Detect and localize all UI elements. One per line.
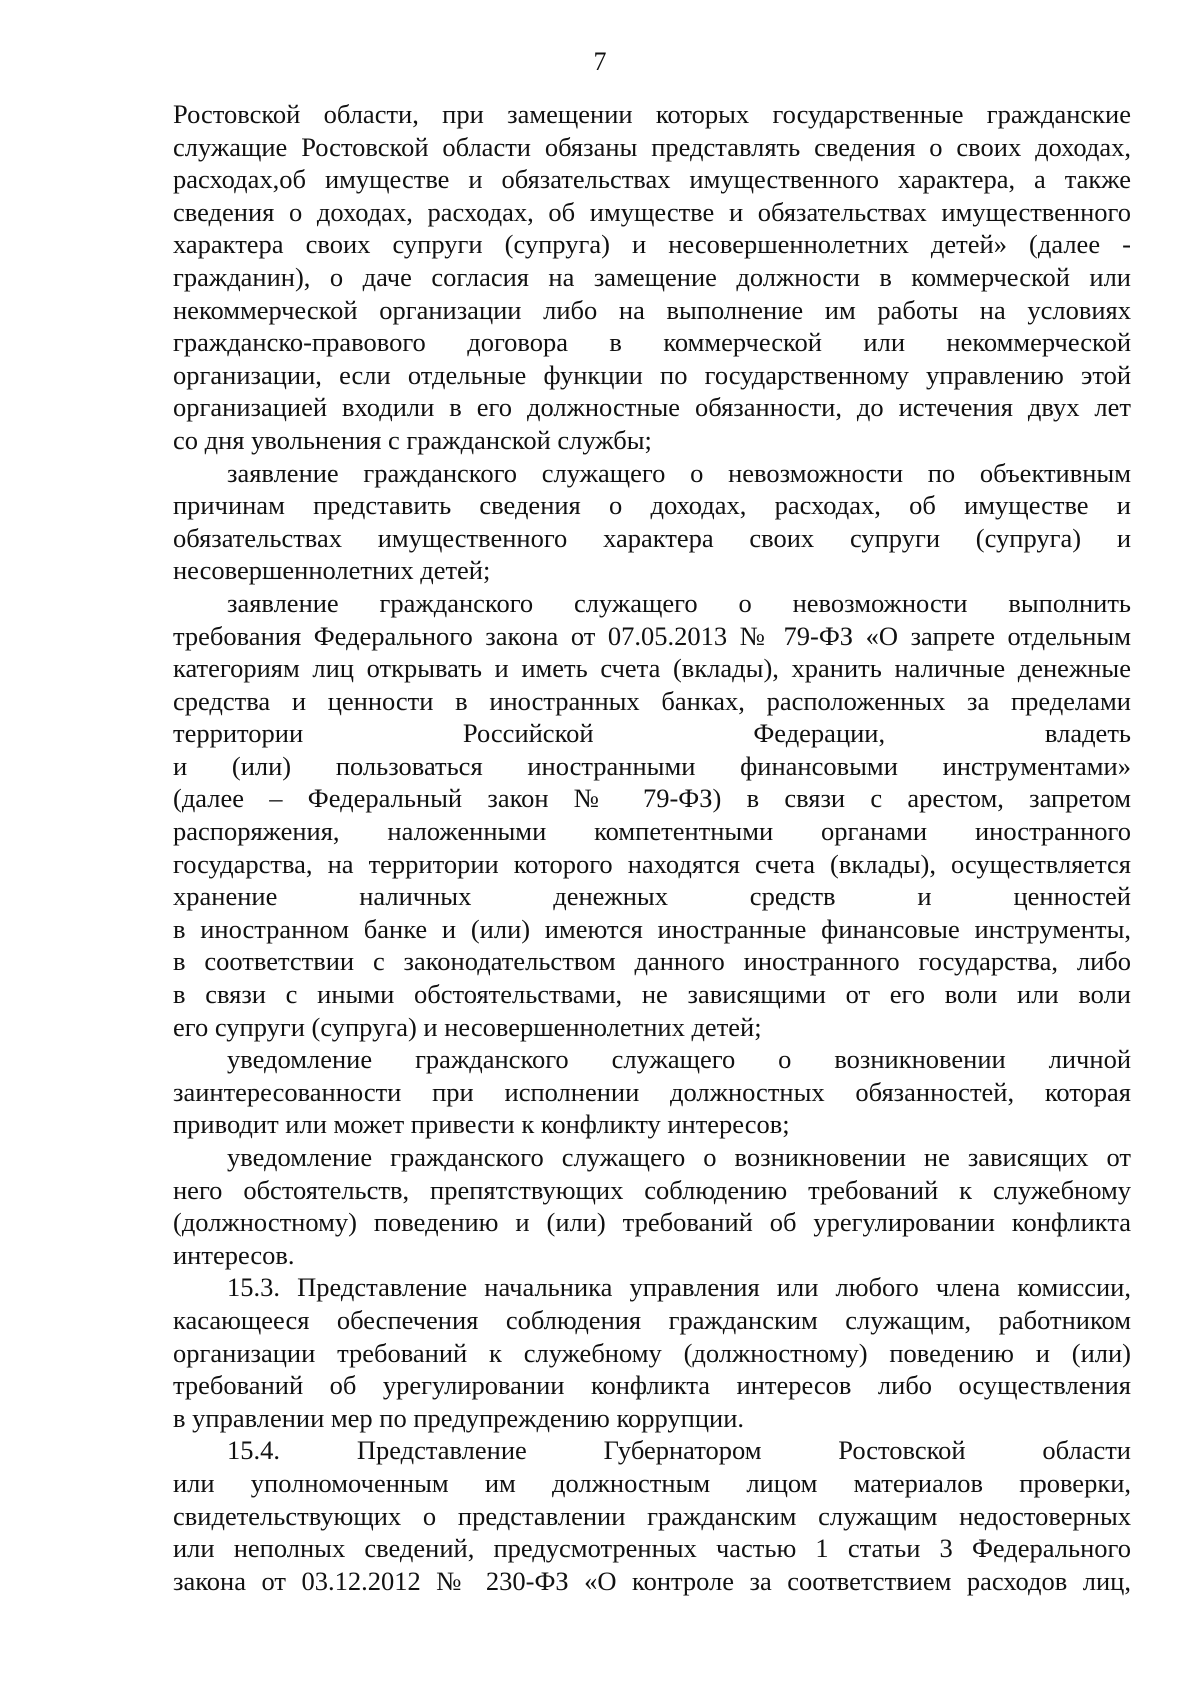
text-line: хранение наличных денежных средств и ценностей bbox=[173, 881, 1131, 912]
text-line: средства и ценности в иностранных банках, расположенных за пределами bbox=[173, 685, 1131, 716]
text-line: и (или) пользоваться иностранными финансовыми инструментами» bbox=[173, 750, 1131, 781]
text-line: причинам представить сведения о доходах, расходах, об имуществе и bbox=[173, 490, 1131, 521]
paragraph bbox=[173, 1141, 1131, 1271]
text-line: приводит или может привести к конфликту интересов; bbox=[173, 1109, 790, 1140]
text-line: заинтересованности при исполнении должностных обязанностей, которая bbox=[173, 1076, 1131, 1107]
paragraph bbox=[173, 587, 1131, 1043]
text-line: или неполных сведений, предусмотренных частью 1 статьи 3 Федерального bbox=[173, 1533, 1131, 1564]
text-line: со дня увольнения с гражданской службы; bbox=[173, 424, 652, 455]
document-body bbox=[173, 98, 1131, 1597]
text-line: в управлении мер по предупреждению коррупции. bbox=[173, 1402, 745, 1433]
text-line: закона от 03.12.2012 № 230-ФЗ «О контроле за соответствием расходов лиц, bbox=[173, 1565, 1131, 1596]
paragraph bbox=[173, 98, 1131, 457]
text-line: обязательствах имущественного характера своих супруги (супруга) и bbox=[173, 522, 1131, 553]
text-line: организацией входили в его должностные обязанности, до истечения двух лет bbox=[173, 392, 1131, 423]
paragraph bbox=[173, 1271, 1131, 1434]
text-line: Ростовской области, при замещении которых государственные гражданские bbox=[173, 99, 1131, 129]
paragraph bbox=[173, 457, 1131, 587]
text-line: характера своих супруги (супруга) и несовершеннолетних детей» (далее - bbox=[173, 229, 1131, 260]
text-line: требования Федерального закона от 07.05.2013 № 79-ФЗ «О запрете отдельным bbox=[173, 620, 1131, 651]
text-line: организации требований к служебному (должностному) поведению и (или) bbox=[173, 1337, 1131, 1368]
text-line: него обстоятельств, препятствующих соблюдению требований к служебному bbox=[173, 1174, 1131, 1205]
text-line: уведомление гражданского служащего о возникновении личной bbox=[227, 1044, 1131, 1075]
text-line: в иностранном банке и (или) имеются иностранные финансовые инструменты, bbox=[173, 913, 1131, 944]
text-line: организации, если отдельные функции по государственному управлению этой bbox=[173, 359, 1131, 390]
text-line: или уполномоченным им должностным лицом материалов проверки, bbox=[173, 1467, 1131, 1498]
text-line: его супруги (супруга) и несовершеннолетних детей; bbox=[173, 1011, 762, 1042]
text-line: заявление гражданского служащего о невозможности выполнить bbox=[227, 587, 1131, 618]
text-line: гражданско-правового договора в коммерческой или некоммерческой bbox=[173, 327, 1131, 358]
text-line: интересов. bbox=[173, 1239, 295, 1270]
text-line: расходах,об имуществе и обязательствах имущественного характера, а также bbox=[173, 164, 1131, 195]
text-line: сведения о доходах, расходах, об имуществе и обязательствах имущественного bbox=[173, 196, 1131, 227]
text-line: (далее – Федеральный закон № 79-ФЗ) в связи с арестом, запретом bbox=[173, 783, 1131, 814]
paragraph bbox=[173, 1043, 1131, 1141]
text-line: 15.3. Представление начальника управления или любого члена комиссии, bbox=[227, 1272, 1131, 1303]
text-line: государства, на территории которого находятся счета (вклады), осуществляется bbox=[173, 848, 1131, 879]
text-line: требований об урегулировании конфликта интересов либо осуществления bbox=[173, 1370, 1131, 1401]
text-line: гражданин), о даче согласия на замещение должности в коммерческой или bbox=[173, 261, 1131, 292]
text-line: категориям лиц открывать и иметь счета (вклады), хранить наличные денежные bbox=[173, 653, 1131, 684]
text-line: территории Российской Федерации, владеть bbox=[173, 718, 1131, 749]
text-line: (должностному) поведению и (или) требований об урегулировании конфликта bbox=[173, 1207, 1131, 1238]
text-line: некоммерческой организации либо на выполнение им работы на условиях bbox=[173, 294, 1131, 325]
text-line: распоряжения, наложенными компетентными органами иностранного bbox=[173, 816, 1131, 847]
text-line: 15.4. Представление Губернатором Ростовской области bbox=[227, 1435, 1131, 1466]
text-line: заявление гражданского служащего о невозможности по объективным bbox=[227, 457, 1131, 488]
text-line: в связи с иными обстоятельствами, не зависящими от его воли или воли bbox=[173, 979, 1131, 1010]
text-line: в соответствии с законодательством данного иностранного государства, либо bbox=[173, 946, 1131, 977]
text-line: свидетельствующих о представлении гражданским служащим недостоверных bbox=[173, 1500, 1131, 1531]
page-number: 7 bbox=[593, 47, 607, 76]
text-line: касающееся обеспечения соблюдения гражданским служащим, работником bbox=[173, 1304, 1131, 1335]
text-line: несовершеннолетних детей; bbox=[173, 555, 491, 586]
text-line: уведомление гражданского служащего о возникновении не зависящих от bbox=[227, 1142, 1131, 1172]
text-line: служащие Ростовской области обязаны представлять сведения о своих доходах, bbox=[173, 131, 1131, 162]
paragraph bbox=[173, 1434, 1131, 1597]
